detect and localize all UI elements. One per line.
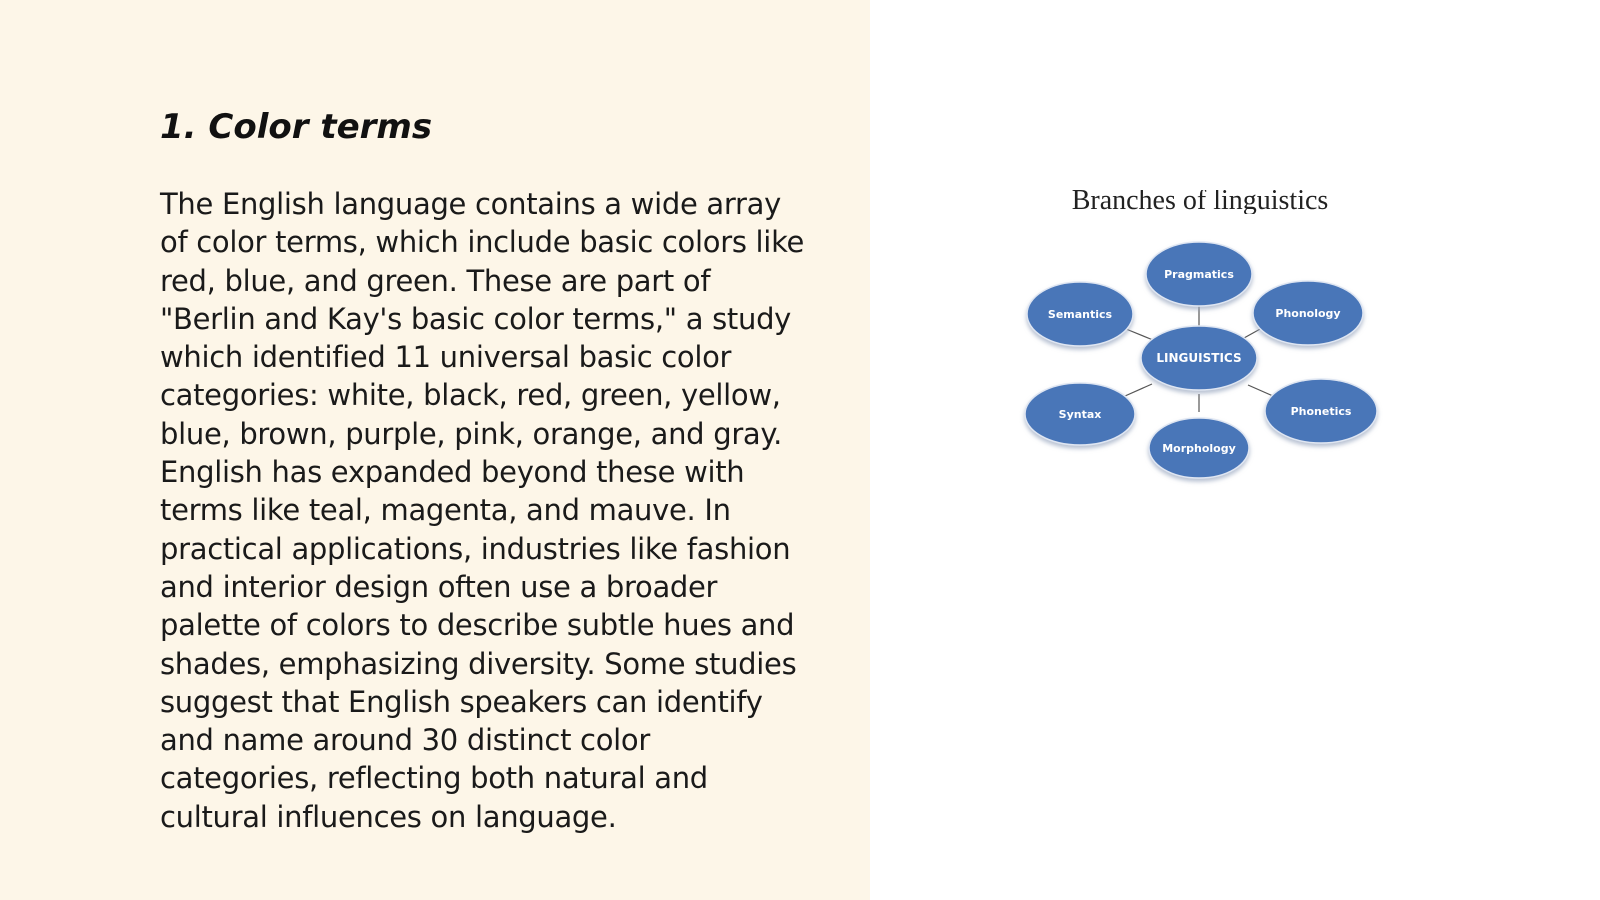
node-phonology bbox=[1253, 281, 1363, 345]
connector-phonetics bbox=[1248, 385, 1273, 396]
node-phonetics-label: Phonetics bbox=[1290, 405, 1352, 418]
node-morphology bbox=[1149, 418, 1249, 478]
node-phonology-label: Phonology bbox=[1275, 307, 1341, 320]
connector-phonology bbox=[1244, 328, 1262, 338]
linguistics-diagram bbox=[1010, 200, 1390, 490]
node-pragmatics bbox=[1146, 242, 1252, 306]
connector-syntax bbox=[1125, 384, 1152, 396]
node-linguistics-center bbox=[1141, 326, 1257, 390]
node-pragmatics-label: Pragmatics bbox=[1164, 268, 1234, 281]
node-syntax bbox=[1025, 383, 1135, 445]
node-morphology-label: Morphology bbox=[1162, 442, 1236, 455]
slide-heading: 1. Color terms bbox=[160, 107, 433, 147]
diagram-nodes bbox=[1025, 242, 1377, 478]
node-phonetics bbox=[1265, 379, 1377, 443]
node-semantics bbox=[1027, 282, 1133, 346]
connector-semantics bbox=[1126, 329, 1153, 340]
node-linguistics-center-label: LINGUISTICS bbox=[1156, 351, 1242, 365]
node-semantics-label: Semantics bbox=[1047, 308, 1113, 321]
diagram-caption: Branches of linguistics bbox=[1071, 190, 1329, 214]
node-syntax-label: Syntax bbox=[1058, 408, 1102, 421]
slide-body-text: The English language contains a wide array of color terms, which include basic colors like red, blue, and green. These are part of "Berlin and Kay's basic color terms," a study which identified 11 universal basic color categories: white, black, red, green, yellow, blue, brown, purple, pink, orange, and gray. English has expanded beyond these with terms like teal, magenta, and mauve. In practical applications, industries like fashion and interior design often use a broader palette of colors to describe subtle hues and shades, emphasizing diversity. Some studies suggest that English speakers can identify and name around 30 distinct color categories, reflecting both natural and cultural influences on language. bbox=[160, 187, 805, 834]
